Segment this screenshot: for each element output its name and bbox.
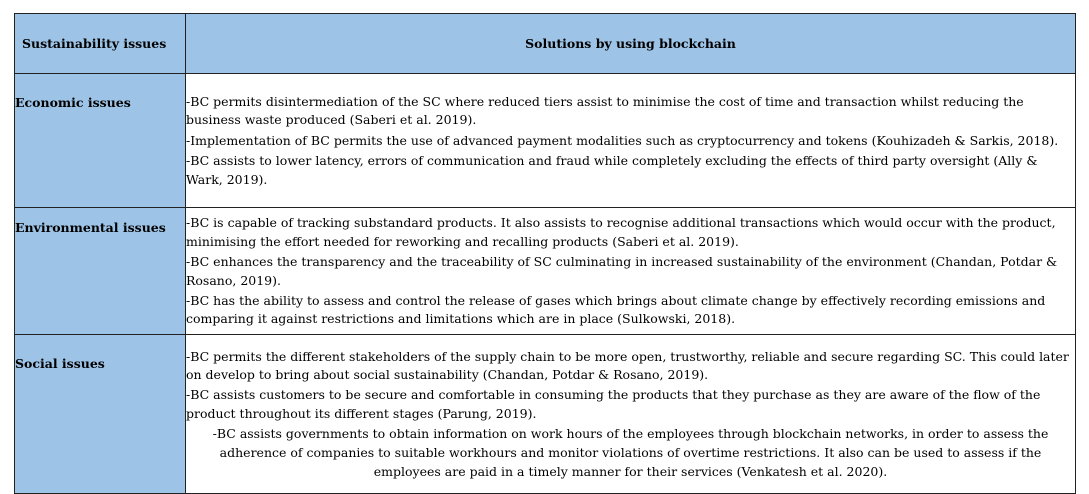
table-row-economic	[15, 74, 1076, 208]
issue-label-environmental: Environmental issues	[15, 208, 186, 335]
solution-text: -BC assists customers to be secure and comfortable in consuming the products that they purchase as they are aware of the flow of the product throughout its different stages (Parung, 2019).	[186, 387, 1041, 422]
solution-text: -BC assists to lower latency, errors of communication and fraud while completely excluding the effects of third party oversight (Ally & Wark, 2019).	[186, 152, 1038, 187]
table-row-environmental	[15, 208, 1076, 335]
solutions-cell-environmental	[186, 208, 1076, 335]
header-row	[15, 14, 1076, 74]
header-sustainability-issues: Sustainability issues	[15, 14, 186, 74]
solution-text: -BC has the ability to assess and control the release of gases which brings about climate change by effectively recording emissions and comparing it against restrictions and limitations which are in place (Sulkowski, 2018).	[186, 292, 1046, 327]
solution-text: -Implementation of BC permits the use of advanced payment modalities such as cryptocurrency and tokens (Kouhizadeh & Sarkis, 2018).	[186, 132, 1059, 148]
solution-text: -BC permits disintermediation of the SC where reduced tiers assist to minimise the cost of time and transaction whilst reducing the business waste produced (Saberi et al. 2019).	[186, 93, 1024, 128]
solution-text: -BC enhances the transparency and the traceability of SC culminating in increased sustainability of the environment (Chandan, Potdar & Rosano, 2019).	[186, 253, 1058, 288]
solution-text: -BC permits the different stakeholders of the supply chain to be more open, trustworthy, reliable and secure regarding SC. This could later on develop to bring about social sustainability (Chandan, Potdar & Rosano, 2019).	[186, 348, 1069, 383]
issue-label-economic: Economic issues	[15, 74, 186, 208]
solutions-cell-economic	[186, 74, 1076, 208]
issue-label-social: Social issues	[15, 335, 186, 494]
sustainability-table	[14, 13, 1076, 494]
header-solutions: Solutions by using blockchain	[186, 14, 1076, 74]
table-row-social	[15, 335, 1076, 494]
solutions-cell-social	[186, 335, 1076, 494]
solution-text: -BC is capable of tracking substandard products. It also assists to recognise additional transactions which would occur with the product, minimising the effort needed for reworking and recalling products (Saberi et al. 2019).	[186, 214, 1056, 249]
solution-text: -BC assists governments to obtain information on work hours of the employees through blockchain networks, in order to assess the adherence of companies to suitable workhours and monitor violations of overtime restrictions. It also can be used to assess if the employees are paid in a timely manner for their services (Venkatesh et al. 2020).	[212, 426, 1049, 479]
